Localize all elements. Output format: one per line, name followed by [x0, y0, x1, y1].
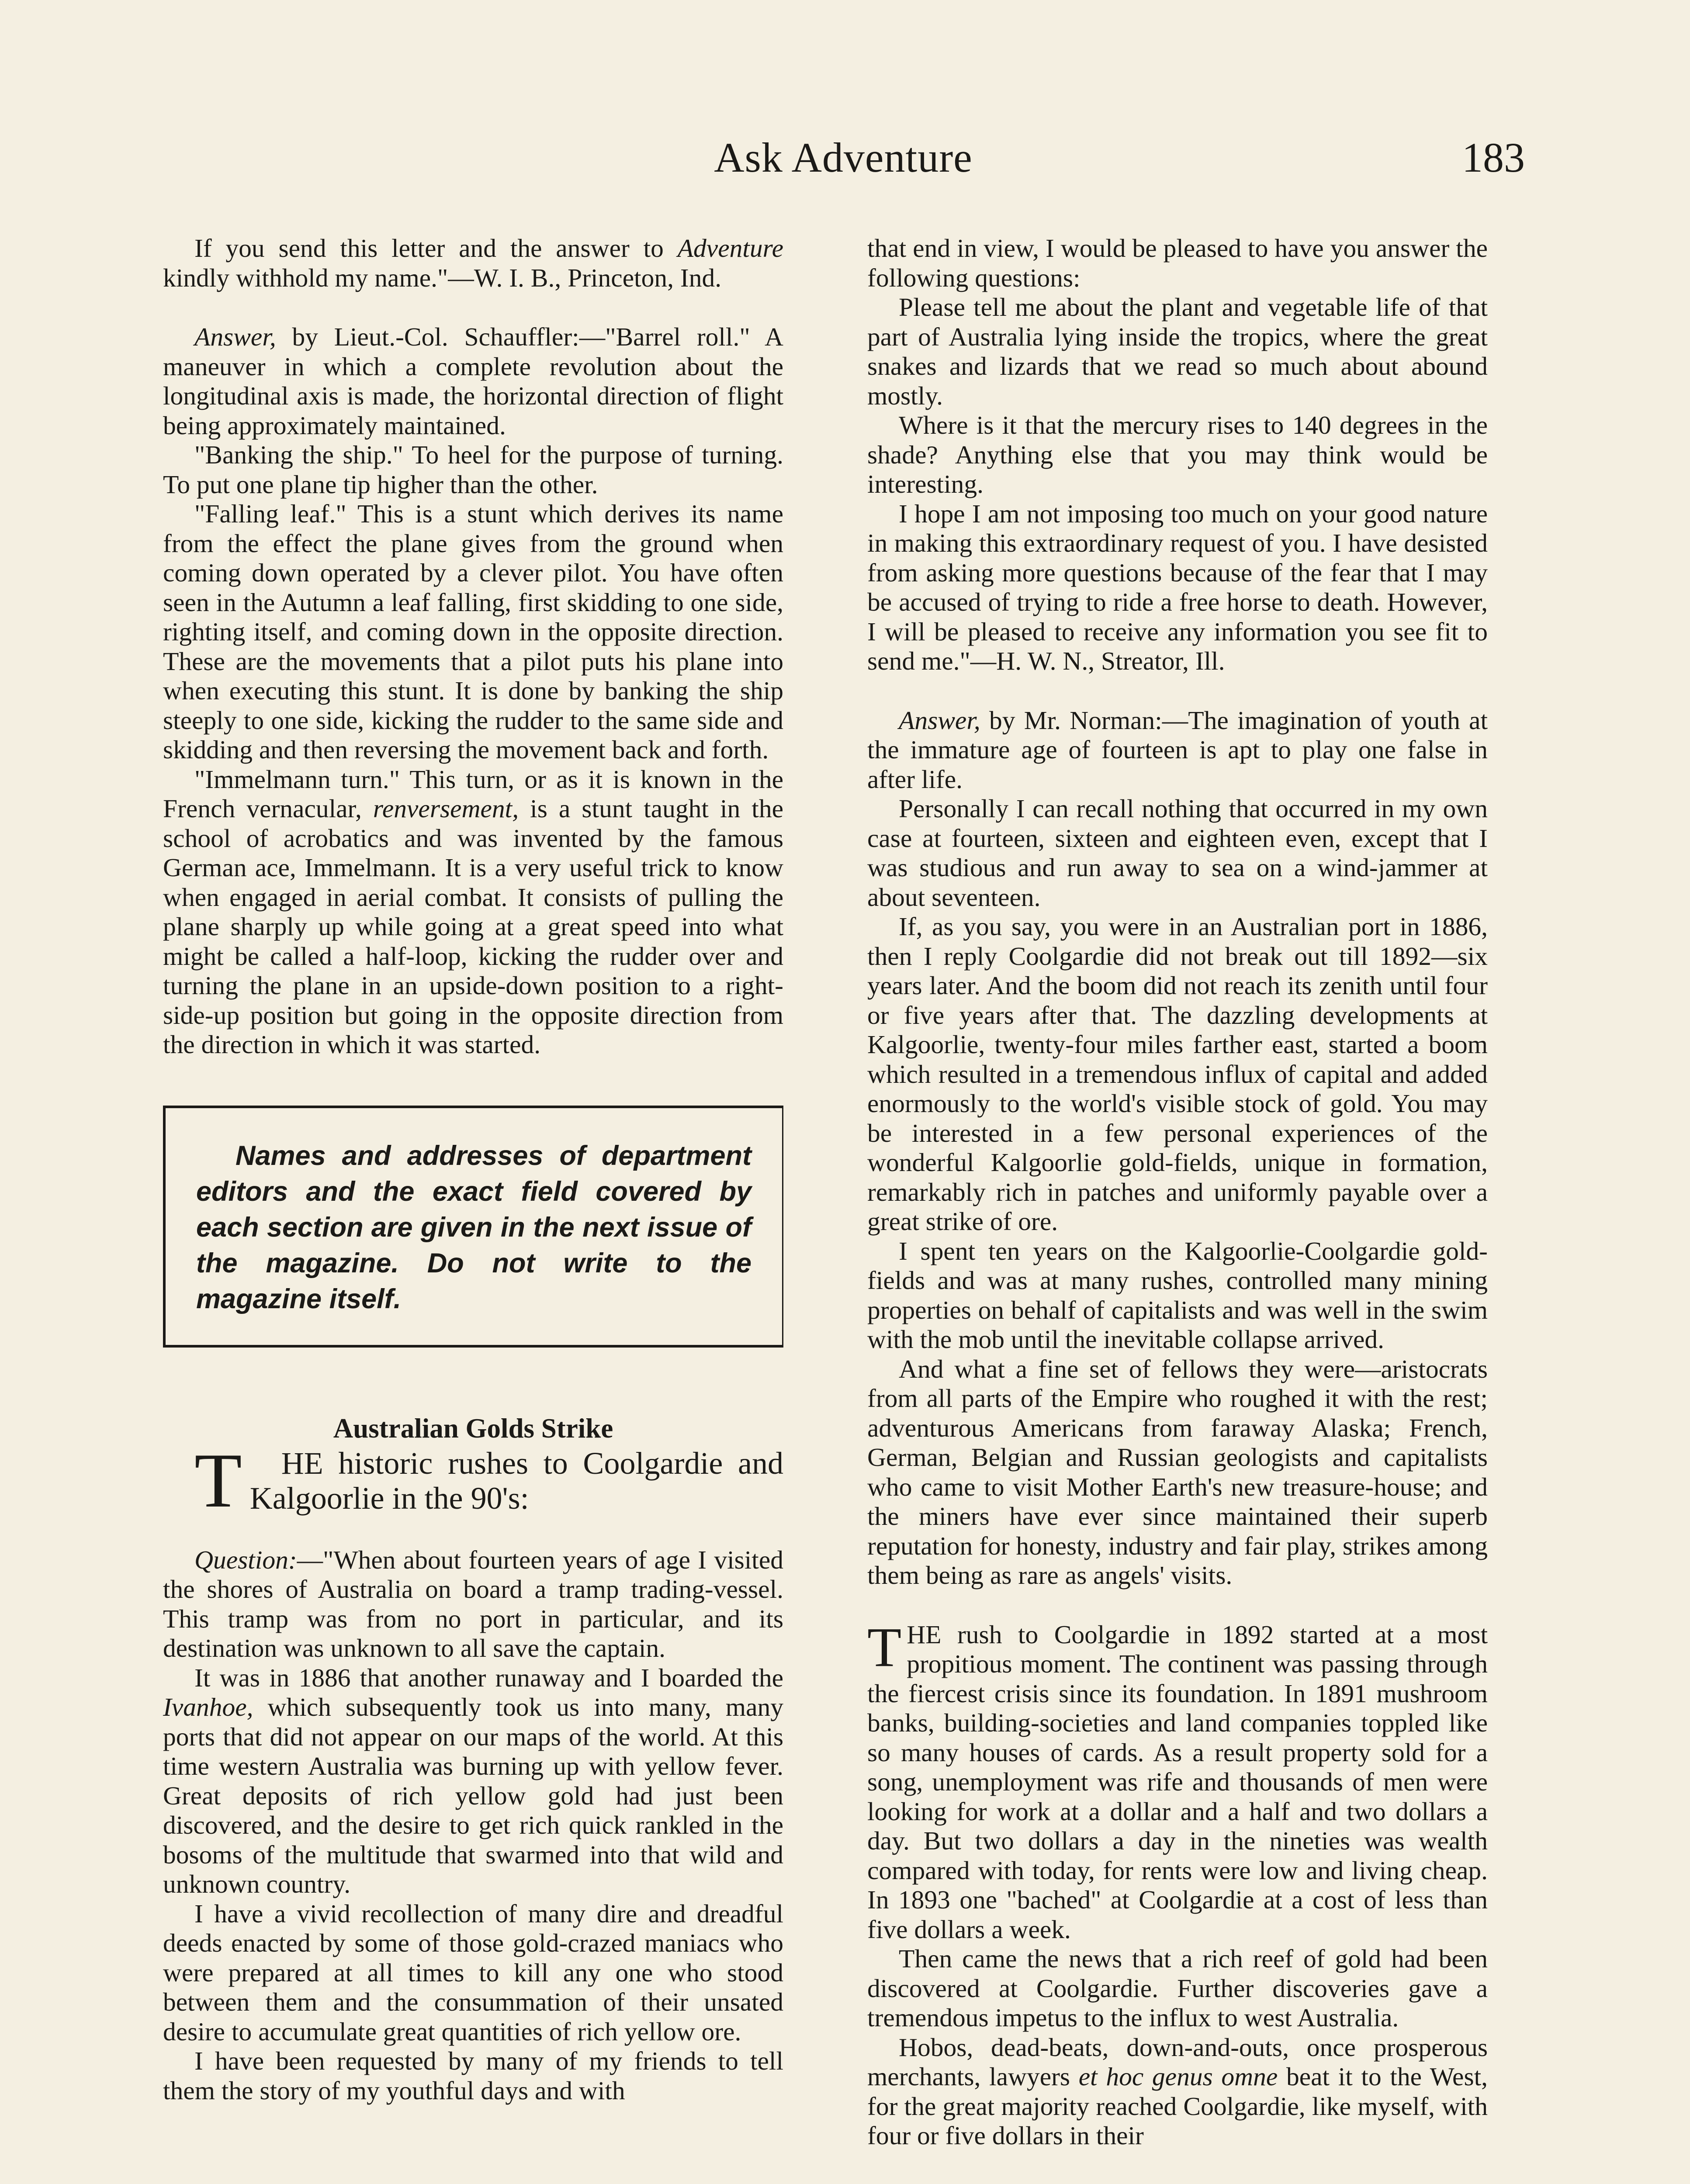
paragraph: I hope I am not imposing too much on your good nature in making this extraordinary request of you. I have desisted from asking more questions because of the fear that I may be accused of trying to ride a free horse to death. However, I will be pleased to receive any information you see fit to send me."—H. W. N., Streator, Ill. — [867, 499, 1488, 675]
paragraph: And what a fine set of fellows they were—aristocrats from all parts of the Empire who roughed it with the rest; adventurous Americans from faraway Alaska; French, German, Belgian and Russian geologists and capitalists who came to visit Mother Earth's new treasure-house; and the miners have ever since maintained their superb reputation for honesty, industry and fair play, strikes among them being as rare as angels' visits. — [867, 1354, 1488, 1590]
paragraph: Question:—"When about fourteen years of age I visited the shores of Australia on board a tramp trading-vessel. This tramp was from no port in particular, and its destination was unknown to all save the captain. — [163, 1545, 783, 1662]
drop-cap: T — [194, 1437, 242, 1524]
paragraph: If you send this letter and the answer to Adventure kindly withhold my name."—W. I. B., Princeton, Ind. — [163, 234, 783, 292]
paragraph: "Falling leaf." This is a stunt which derives its name from the effect the plane gives from the ground when coming down operated by a clever pilot. You have often seen in the Autumn a leaf falling, first skidding to one side, righting itself, and coming down in the opposite direction. These are the movements that a pilot puts his plane into when executing this stunt. It is done by banking the ship steeply to one side, kicking the rudder to the same side and skidding and then reversing the movement back and forth. — [163, 499, 783, 764]
paragraph: I have a vivid recollection of many dire and dreadful deeds enacted by some of those gold-crazed maniacs who were prepared at all times to kill any one who stood between them and the consummation of their unsated desire to accumulate great quantities of rich yellow ore. — [163, 1899, 783, 2046]
paragraph: I have been requested by many of my friends to tell them the story of my youthful days and with — [163, 2046, 783, 2105]
paragraph: If, as you say, you were in an Australian port in 1886, then I reply Coolgardie did not break out till 1892—six years later. And the boom did not reach its zenith until four or five years after that. The dazzling developments at Kalgoorlie, twenty-four miles farther east, started a boom which resulted in a tremendous influx of capital and added enormously to the world's visible stock of gold. You may be interested in a few personal experiences of the wonderful Kalgoorlie gold-fields, unique in formation, remarkably rich in patches and uniformly payable over a great strike of ore. — [867, 912, 1488, 1236]
paragraph: Answer, by Lieut.-Col. Schauffler:—"Barrel roll." A maneuver in which a complete revolution about the longitudinal axis is made, the horizontal direction of flight being approximately maintained. — [163, 322, 783, 440]
drop-cap: T — [867, 1616, 902, 1678]
paragraph: I spent ten years on the Kalgoorlie-Coolgardie gold-fields and was at many rushes, controlled many mining properties on behalf of capitalists and was well in the swim with the mob until the inevitable collapse arrived. — [867, 1236, 1488, 1354]
paragraph: Then came the news that a rich reef of gold had been discovered at Coolgardie. Further discoveries gave a tremendous impetus to the influx to west Australia. — [867, 1944, 1488, 2032]
paragraph: Hobos, dead-beats, down-and-outs, once prosperous merchants, lawyers et hoc genus omne beat it to the West, for the great majority reached Coolgardie, like myself, with four or five dollars in their — [867, 2032, 1488, 2150]
section-intro: T HE historic rushes to Coolgardie and Kalgoorlie in the 90's: — [163, 1446, 783, 1516]
paragraph: "Immelmann turn." This turn, or as it is known in the French vernacular, renversement, is a stunt taught in the school of acrobatics and was invented by the famous German ace, Immelmann. It is a very useful trick to know when engaged in aerial combat. It consists of pulling the plane sharply up while going at a great speed into what might be called a half-loop, kicking the rudder over and turning the plane in an upside-down position to a right-side-up position but going in the opposite direction from the direction in which it was started. — [163, 764, 783, 1059]
paragraph: Where is it that the mercury rises to 140 degrees in the shade? Anything else that you may think would be interesting. — [867, 411, 1488, 498]
page-number: 183 — [1462, 134, 1525, 181]
right-column — [867, 234, 1488, 2151]
section-heading: Australian Golds Strike — [333, 1413, 613, 1444]
paragraph: THE rush to Coolgardie in 1892 started at a most propitious moment. The continent was passing through the fiercest crisis since its foundation. In 1891 mushroom banks, building-societies and land companies toppled like so many houses of cards. As a result property sold for a song, unemployment was rife and thousands of men were looking for work at a dollar and a half and two dollars a day. But two dollars a day in the nineties was wealth compared with today, for rents were low and living cheap. In 1893 one "bached" at Coolgardie at a cost of less than five dollars a week. — [867, 1616, 1488, 1944]
paragraph: Please tell me about the plant and vegetable life of that part of Australia lying inside the tropics, where the great snakes and lizards that we read so much about abound mostly. — [867, 293, 1488, 410]
left-column — [163, 234, 783, 2105]
paragraph: Personally I can recall nothing that occurred in my own case at fourteen, sixteen and eighteen even, except that I was studious and run away to sea on a wind-jammer at about seventeen. — [867, 794, 1488, 912]
paragraph: It was in 1886 that another runaway and I boarded the Ivanhoe, which subsequently took us into many, many ports that did not appear on our maps of the world. At this time western Australia was burning up with yellow fever. Great deposits of rich yellow gold had just been discovered, and the desire to get rich quick rankled in the bosoms of the multitude that swarmed into that wild and unknown country. — [163, 1663, 783, 1898]
paragraph: "Banking the ship." To heel for the purpose of turning. To put one plane tip higher than the other. — [163, 440, 783, 499]
editor-notice-box: Names and addresses of department editors and the exact field covered by each section are given in the next issue of the magazine. Do not write to the magazine itself. — [163, 1106, 783, 1348]
running-head-title: Ask Adventure — [714, 134, 973, 181]
paragraph: that end in view, I would be pleased to have you answer the following questions: — [867, 234, 1488, 292]
paragraph: Answer, by Mr. Norman:—The imagination of youth at the immature age of fourteen is apt to play one false in after life. — [867, 705, 1488, 794]
